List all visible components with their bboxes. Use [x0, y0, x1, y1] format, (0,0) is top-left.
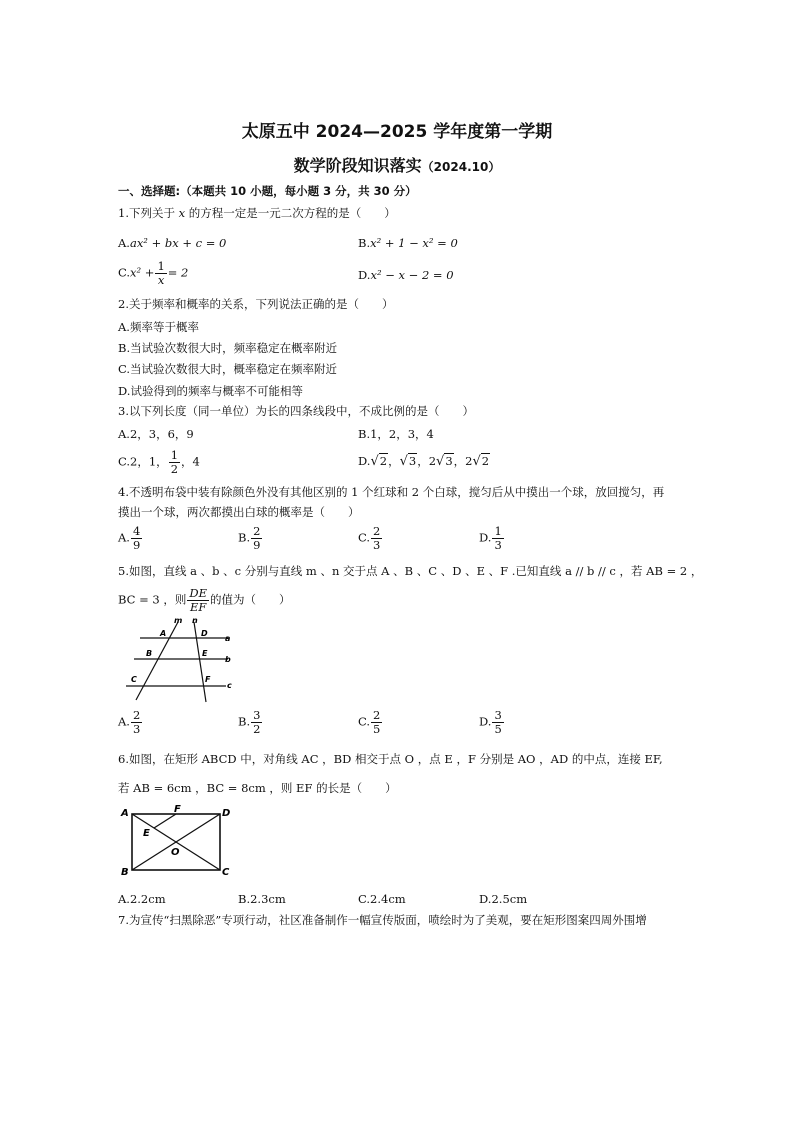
q3-c-num: 1	[170, 448, 179, 462]
q5-a-label: A.	[118, 714, 130, 729]
q1-c-fraction	[155, 260, 166, 287]
q6-label-A: A	[121, 808, 129, 819]
q3-d-sep1: ，	[388, 454, 400, 468]
q1-stem-a: 1.下列关于	[118, 206, 175, 220]
q3-c-fraction	[169, 449, 180, 476]
q5-a-num: 2	[132, 708, 141, 722]
q6-label-B: B	[121, 867, 129, 878]
q1-option-d	[358, 268, 454, 282]
subtitle-text: 数学阶段知识落实	[293, 156, 422, 175]
q6-option-c: C.2.4cm	[358, 892, 406, 906]
q4-d-den: 3	[494, 538, 502, 552]
q4-b-fraction	[251, 525, 262, 552]
q1-d-label: D.	[358, 268, 371, 282]
q5-fraction	[187, 587, 209, 614]
q5-a-fraction	[131, 709, 142, 736]
q3-d-r4: 2	[481, 454, 490, 468]
q6-label-O: O	[171, 847, 180, 858]
q6-option-a: A.2.2cm	[118, 892, 166, 906]
q4-a-fraction	[131, 525, 142, 552]
q4-a-num: 4	[132, 524, 141, 538]
q4-option-c	[358, 525, 383, 552]
q1-c-num: 1	[157, 259, 165, 273]
q5-a-den: 3	[132, 722, 141, 736]
q4-c-den: 3	[373, 538, 381, 552]
q3-d-sep2: ，	[417, 454, 429, 468]
q5-label-F: F	[205, 675, 211, 684]
q3-d-c3: 2	[428, 454, 437, 468]
q5-frac-num: DE	[189, 586, 208, 600]
q4-option-d	[479, 525, 505, 552]
q5-line1: 5.如图，直线 a 、b 、c 分别与直线 m 、n 交于点 A 、B 、C 、D 、E 、F .已知直线 a // b // c ，若 AB = 2 ，	[118, 564, 703, 578]
q4-d-label: D.	[479, 530, 492, 545]
q3-option-a: A.2，3，6，9	[118, 427, 194, 441]
q2-option-c: C.当试验次数很大时，概率稳定在频率附近	[118, 362, 338, 376]
q3-c-b: ，4	[181, 454, 200, 469]
q1-var: x	[178, 206, 186, 220]
q4-b-num: 2	[253, 524, 261, 538]
q3-c-den: 2	[170, 462, 179, 476]
q5-c-fraction	[371, 709, 382, 736]
q5-line2-a: BC = 3 ，则	[118, 592, 187, 607]
q6-label-C: C	[222, 867, 230, 878]
q2-option-a: A.频率等于概率	[118, 320, 199, 334]
q6-label-D: D	[222, 808, 231, 819]
q3-d-sep3: ，	[453, 454, 466, 468]
q1-c-label: C.	[118, 265, 131, 280]
q3-option-b: B.1，2，3，4	[358, 427, 434, 441]
q4-option-a	[118, 525, 143, 552]
q5-label-a: a	[225, 634, 231, 643]
q5-line2-b: 的值为（ ）	[210, 592, 291, 607]
q4-a-den: 9	[132, 538, 141, 552]
q1-c-expr-a: x² +	[130, 265, 155, 280]
q3-d-c4: 2	[465, 454, 473, 468]
q1-option-b	[358, 236, 458, 250]
q4-c-num: 2	[373, 524, 381, 538]
q5-label-A: A	[160, 629, 167, 638]
q4-b-den: 9	[253, 538, 261, 552]
q5-option-c	[358, 709, 383, 736]
q5-d-num: 3	[494, 708, 502, 722]
q1-c-expr-b: = 2	[167, 265, 189, 280]
q5-option-a	[118, 709, 143, 736]
q6-option-b: B.2.3cm	[238, 892, 286, 906]
q4-b-label: B.	[238, 530, 251, 545]
q6-figure	[118, 802, 238, 878]
q3-c-a: C.2，1，	[118, 454, 168, 469]
q1-c-den: x	[157, 273, 165, 287]
q5-c-den: 5	[373, 722, 381, 736]
q5-option-d	[479, 709, 505, 736]
q3-option-d: D.√2，√3，2√3，2√2	[358, 454, 490, 469]
q7-line1: 7.为宣传“扫黑除恶”专项行动，社区准备制作一幅宣传版面，喷绘时为了美观，要在矩形图案四周外围增	[118, 913, 647, 927]
q1-a-expr: ax² + bx + c = 0	[129, 236, 227, 250]
q3-option-c	[118, 449, 200, 476]
q5-b-fraction	[251, 709, 262, 736]
q4-c-label: C.	[358, 530, 371, 545]
q1-a-label: A.	[118, 236, 130, 250]
q5-c-label: C.	[358, 714, 371, 729]
q5-label-D: D	[201, 629, 208, 638]
q6-option-d: D.2.5cm	[479, 892, 528, 906]
q5-line2	[118, 587, 291, 614]
q1-option-a	[118, 236, 226, 250]
q4-line1: 4.不透明布袋中装有除颜色外没有其他区别的 1 个红球和 2 个白球，搅匀后从中摸出一个球，放回搅匀，再	[118, 485, 665, 499]
q4-d-fraction	[492, 525, 503, 552]
q5-figure	[118, 614, 248, 706]
q1-d-expr: x² − x − 2 = 0	[370, 268, 454, 282]
q4-d-num: 1	[494, 524, 502, 538]
q5-b-label: B.	[238, 714, 251, 729]
q5-option-b	[238, 709, 263, 736]
q5-d-den: 5	[494, 722, 502, 736]
q5-c-num: 2	[373, 708, 381, 722]
q4-line2: 摸出一个球，两次都摸出白球的概率是（ ）	[118, 505, 360, 519]
q3-d-r2: 3	[408, 454, 417, 468]
q5-label-c: c	[227, 681, 232, 690]
q5-label-n: n	[192, 616, 198, 625]
q5-frac-den: EF	[190, 600, 207, 614]
q6-label-E: E	[143, 828, 150, 839]
q5-label-b: b	[225, 655, 231, 664]
q2-option-d: D.试验得到的频率与概率不可能相等	[118, 384, 303, 398]
exam-title: 太原五中 2024—2025 学年度第一学期	[241, 122, 553, 142]
q5-d-label: D.	[479, 714, 492, 729]
q1-stem-b: 的方程一定是一元二次方程的是（ ）	[188, 206, 396, 220]
q5-label-m: m	[174, 616, 183, 625]
q5-b-den: 2	[253, 722, 261, 736]
q1-b-label: B.	[358, 236, 371, 250]
q1-option-c	[118, 260, 188, 287]
q4-c-fraction	[371, 525, 382, 552]
q1-stem	[118, 206, 396, 220]
q2-stem: 2.关于频率和概率的关系，下列说法正确的是（ ）	[118, 297, 394, 311]
q5-label-E: E	[202, 649, 208, 658]
q3-d-label: D.	[358, 454, 371, 468]
q5-label-B: B	[146, 649, 153, 658]
q4-option-b	[238, 525, 263, 552]
q5-d-fraction	[492, 709, 503, 736]
q4-a-label: A.	[118, 530, 130, 545]
q5-line-m	[136, 622, 178, 700]
q3-stem: 3.以下列长度（同一单位）为长的四条线段中，不成比例的是（ ）	[118, 404, 474, 418]
q5-b-num: 3	[253, 708, 261, 722]
section-heading: 一、选择题:（本题共 10 小题，每小题 3 分，共 30 分）	[118, 184, 417, 198]
q6-line2: 若 AB = 6cm ，BC = 8cm ，则 EF 的长是（ ）	[118, 781, 397, 795]
q6-label-F: F	[174, 804, 181, 815]
q3-d-r3: 3	[445, 454, 453, 468]
q6-segment-ef	[154, 814, 176, 828]
q6-line1: 6.如图，在矩形 ABCD 中，对角线 AC ，BD 相交于点 O ，点 E ，F 分别是 AO ，AD 的中点，连接 EF,	[118, 752, 663, 766]
q1-b-expr: x² + 1 − x² = 0	[370, 236, 458, 250]
exam-subtitle	[0, 153, 794, 176]
q3-d-r1: 2	[379, 454, 388, 468]
subtitle-date: （2024.10）	[421, 160, 501, 174]
q5-label-C: C	[131, 675, 137, 684]
q2-option-b: B.当试验次数很大时，频率稳定在概率附近	[118, 341, 338, 355]
